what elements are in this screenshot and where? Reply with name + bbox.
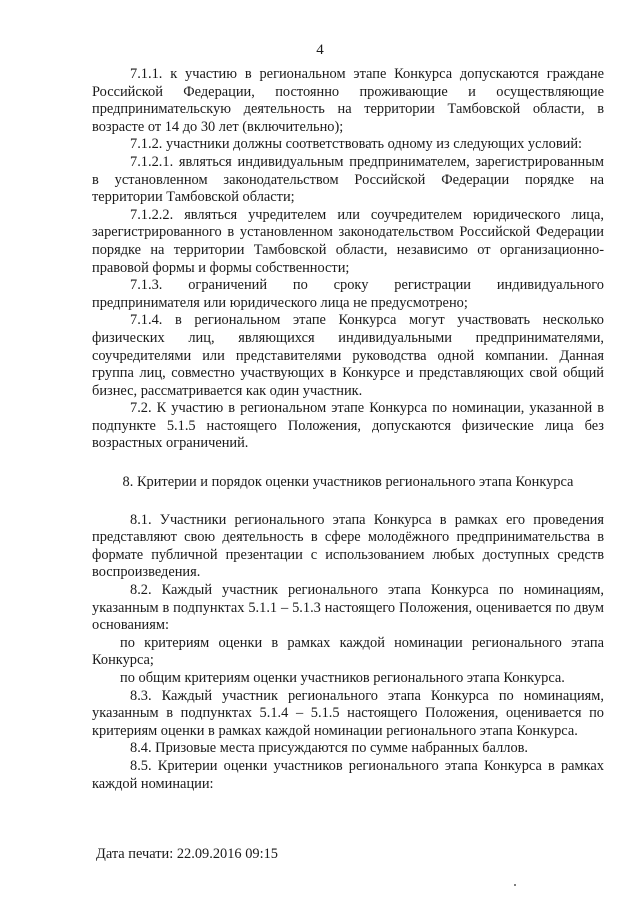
clause-7-1-2: 7.1.2. участники должны соответствовать одному из следующих условий:	[130, 136, 583, 153]
clause-8-4: 8.4. Призовые места присуждаются по сумме набранных баллов.	[130, 740, 529, 757]
section-8-heading: 8. Критерии и порядок оценки участников регионального этапа Конкурса	[122, 474, 574, 491]
document-body	[92, 66, 604, 793]
basis-item-1: по критериям оценки в рамках каждой номинации регионального этапа Конкурса;	[92, 634, 604, 669]
basis-item-2: по общим критериям оценки участников регионального этапа Конкурса.	[120, 670, 565, 686]
clause-8-5: 8.5. Критерии оценки участников регионального этапа Конкурса в рамках каждой номинации:	[92, 757, 604, 792]
page-number: 4	[316, 42, 324, 58]
clause-7-1-3: 7.1.3. ограничений по сроку регистрации индивидуального предпринимателя или юридического лица не предусмотрено;	[92, 277, 604, 311]
print-date-footer: Дата печати: 22.09.2016 09:15	[96, 846, 278, 862]
clause-7-1-4: 7.1.4. в региональном этапе Конкурса могут участвовать несколько физических лиц, являющихся индивидуальными предпринимателями, соучредителями или представителями руководства одной компании. Данная группа лиц, совместно участвующих в Конкурсе и представляющих свой общий бизнес, рассматривается как один участник.	[92, 312, 604, 399]
scan-speck	[514, 884, 516, 886]
clause-8-3: 8.3. Каждый участник регионального этапа Конкурса по номинациям, указанным в подпунктах 5.1.4 – 5.1.5 настоящего Положения, оценивается по критериям оценки в рамках каждой номинации регионального этапа Конкурса.	[92, 687, 604, 739]
clause-7-2: 7.2. К участию в региональном этапе Конкурса по номинации, указанной в подпункте 5.1.5 настоящего Положения, допускаются физические лица без возрастных ограничений.	[92, 400, 604, 452]
clause-7-1-1: 7.1.1. к участию в региональном этапе Конкурса допускаются граждане Российской Федерации, постоянно проживающие и осуществляющие предпринимательскую деятельность на территории Тамбовской области, в возрасте от 14 до 30 лет (включительно);	[92, 66, 604, 135]
clause-8-1: 8.1. Участники регионального этапа Конкурса в рамках его проведения представляют свою деятельность в сфере молодёжного предпринимательства в формате публичной презентации с использованием любых доступных средств воспроизведения.	[92, 511, 604, 581]
clause-7-1-2-1: 7.1.2.1. являться индивидуальным предпринимателем, зарегистрированным в установленном законодательством Российской Федерации порядке на территории Тамбовской области;	[92, 153, 604, 206]
clause-7-1-2-2: 7.1.2.2. являться учредителем или соучредителем юридического лица, зарегистрированного в установленном законодательством Российской Федерации порядке на территории Тамбовской области, независимо от организационно-правовой формы и формы собственности;	[92, 206, 604, 276]
clause-8-2: 8.2. Каждый участник регионального этапа Конкурса по номинациям, указанным в подпунктах 5.1.1 – 5.1.3 настоящего Положения, оценивается по двум основаниям:	[92, 582, 604, 634]
